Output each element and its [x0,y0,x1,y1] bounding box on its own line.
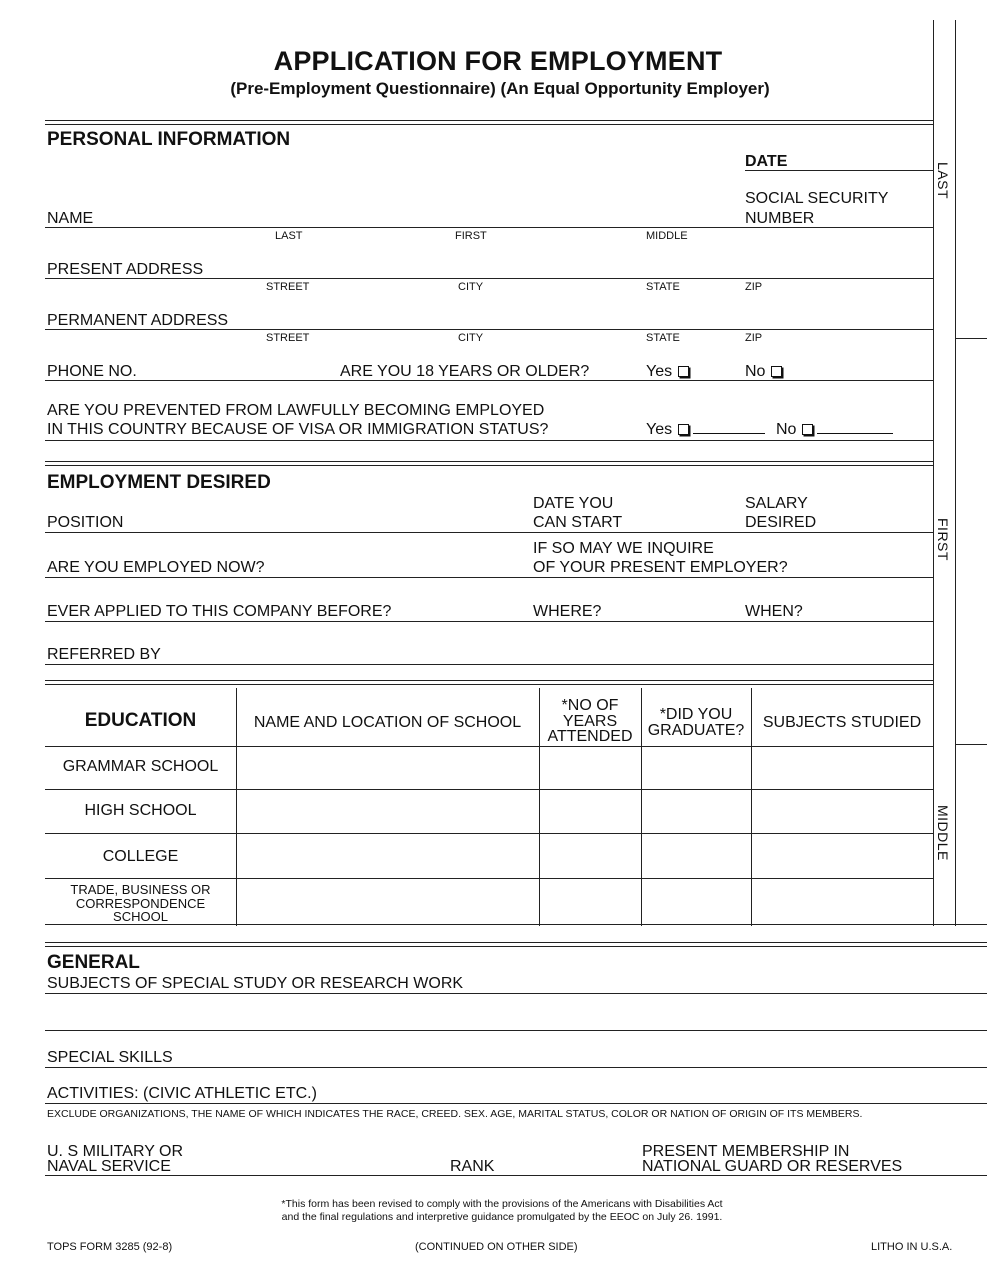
visa-question-1: ARE YOU PREVENTED FROM LAWFULLY BECOMING EMPLOYED [47,402,545,419]
age-question: ARE YOU 18 YEARS OR OLDER? [340,363,590,380]
exclude-note: EXCLUDE ORGANIZATIONS, THE NAME OF WHICH INDICATES THE RACE, CREED. SEX. AGE, MARITAL STATUS, COLOR OR NATION OF ORIGIN OF ITS MEMBERS. [47,1108,863,1120]
ada-note-1: *This form has been revised to comply with the provisions of the Americans with Disabilities Act [281,1198,723,1210]
edu-bottom-rule [45,924,987,925]
permanent-sub-zip: ZIP [745,332,763,344]
edu-header-rule [45,746,933,747]
name-sub-middle: MIDDLE [646,230,688,242]
edu-col-school: NAME AND LOCATION OF SCHOOL [253,714,522,731]
edu-row-grammar: GRAMMAR SCHOOL [62,758,219,775]
row-rule [45,440,933,441]
present-address-label: PRESENT ADDRESS [47,261,204,278]
military-field[interactable] [45,1175,987,1176]
edu-row-trade-3: SCHOOL [113,909,168,924]
section-rule [45,942,987,943]
ada-note-2: and the final regulations and interpretive guidance promulgated by the EEOC on July 26. 1991. [281,1211,723,1223]
referred-by-label: REFERRED BY [47,646,161,663]
visa-question-2: IN THIS COUNTRY BECAUSE OF VISA OR IMMIGRATION STATUS? [47,421,549,438]
visa-no-checkbox[interactable] [802,424,813,435]
name-sub-last: LAST [275,230,303,242]
visa-yes-option[interactable] [646,421,765,439]
edu-row-rule [45,878,933,879]
permanent-sub-street: STREET [266,332,310,344]
position-field[interactable] [45,532,933,533]
side-strip-divider [955,338,987,339]
employed-now-label: ARE YOU EMPLOYED NOW? [47,559,265,576]
section-rule [45,680,933,681]
permanent-sub-city: CITY [458,332,484,344]
edu-row-trade-2: CORRESPONDENCE [75,895,206,911]
phone-label: PHONE NO. [47,363,137,380]
age-no-checkbox[interactable] [771,366,782,377]
applied-before-label: EVER APPLIED TO THIS COMPANY BEFORE? [47,603,392,620]
name-label: NAME [47,210,94,227]
present-address-field[interactable] [45,278,933,279]
visa-no-explain-field[interactable] [817,433,893,434]
general-heading: GENERAL [47,952,140,973]
start-date-label-1: DATE YOU [533,495,614,512]
permanent-address-field[interactable] [45,329,933,330]
referred-by-field[interactable] [45,664,933,665]
section-rule [45,946,987,947]
present-sub-state: STATE [646,281,680,293]
edu-col-years-1: *NO OF [561,697,619,714]
rank-label: RANK [450,1158,495,1175]
education-heading: EDUCATION [84,710,197,731]
continued-note: (CONTINUED ON OTHER SIDE) [415,1241,578,1253]
phone-field[interactable] [45,380,933,381]
edu-row-trade [45,883,236,924]
side-strip-last-label: LAST [935,162,951,200]
salary-label-2: DESIRED [745,514,817,531]
form-subtitle: (Pre-Employment Questionnaire) (An Equal Opportunity Employer) [230,79,770,98]
visa-no-option[interactable] [776,421,893,439]
ada-note [0,1198,1004,1224]
edu-col-graduate-2: GRADUATE? [647,721,745,739]
age-yes-option[interactable] [646,363,689,381]
age-yes-checkbox[interactable] [678,366,689,377]
age-yes-label: Yes [646,363,673,380]
edu-col-graduate [641,707,751,738]
salary-label-1: SALARY [745,495,808,512]
side-strip-first-label: FIRST [935,518,951,561]
litho-note: LITHO IN U.S.A. [871,1241,953,1253]
activities-label: ACTIVITIES: (CIVIC ATHLETIC ETC.) [47,1085,317,1102]
age-no-option[interactable] [745,363,782,381]
visa-yes-explain-field[interactable] [693,433,765,434]
form-title: APPLICATION FOR EMPLOYMENT [273,46,723,76]
position-label: POSITION [47,514,124,531]
employment-desired-heading: EMPLOYMENT DESIRED [47,472,271,493]
edu-col-graduate-1: *DID YOU [659,706,733,723]
permanent-sub-state: STATE [646,332,680,344]
visa-yes-checkbox[interactable] [678,424,689,435]
side-strip-right-border [955,20,956,926]
special-study-label: SUBJECTS OF SPECIAL STUDY OR RESEARCH WORK [47,975,464,992]
section-rule [45,465,933,466]
when-label: WHEN? [745,603,803,620]
applied-before-field[interactable] [45,621,933,622]
date-label: DATE [745,153,788,170]
start-date-label-2: CAN START [533,514,623,531]
edu-col-years-2: YEARS [562,712,618,730]
permanent-address-label: PERMANENT ADDRESS [47,312,229,329]
edu-col-years [539,698,641,745]
inquire-label-2: OF YOUR PRESENT EMPLOYER? [533,559,788,576]
special-study-field-2[interactable] [45,1030,987,1031]
edu-col-subjects: SUBJECTS STUDIED [762,714,922,731]
section-rule [45,684,933,685]
age-no-label: No [745,363,766,380]
visa-yes-label: Yes [646,421,673,438]
military-label-2: NAVAL SERVICE [47,1158,171,1175]
present-sub-city: CITY [458,281,484,293]
side-strip-middle-label: MIDDLE [935,805,951,861]
section-rule [45,120,933,121]
where-label: WHERE? [533,603,602,620]
ssn-label-2: NUMBER [745,210,815,227]
personal-info-heading: PERSONAL INFORMATION [47,129,291,150]
edu-row-high-school: HIGH SCHOOL [84,802,197,819]
edu-col-years-3: ATTENDED [547,728,633,745]
guard-label-2: NATIONAL GUARD OR RESERVES [642,1158,903,1175]
name-sub-first: FIRST [455,230,487,242]
name-field[interactable] [45,227,933,228]
side-strip-divider [955,744,987,745]
section-rule [45,461,933,462]
military-label-1: U. S MILITARY OR [47,1143,184,1160]
section-rule [45,124,933,125]
form-number: TOPS FORM 3285 (92-8) [47,1241,173,1253]
ssn-label-1: SOCIAL SECURITY [745,190,889,207]
edu-row-trade-1: TRADE, BUSINESS OR [70,882,211,897]
activities-field[interactable] [45,1103,987,1104]
edu-row-rule [45,833,933,834]
special-study-field[interactable] [45,993,987,994]
special-skills-label: SPECIAL SKILLS [47,1049,173,1066]
edu-row-college: COLLEGE [102,848,179,865]
inquire-label-1: IF SO MAY WE INQUIRE [533,540,714,557]
special-skills-field[interactable] [45,1067,987,1068]
present-sub-street: STREET [266,281,310,293]
side-strip-left-border [933,20,934,926]
present-sub-zip: ZIP [745,281,763,293]
visa-no-label: No [776,421,797,438]
date-field[interactable] [745,170,933,171]
employed-now-field[interactable] [45,577,933,578]
guard-label-1: PRESENT MEMBERSHIP IN [642,1143,850,1160]
edu-row-rule [45,789,933,790]
